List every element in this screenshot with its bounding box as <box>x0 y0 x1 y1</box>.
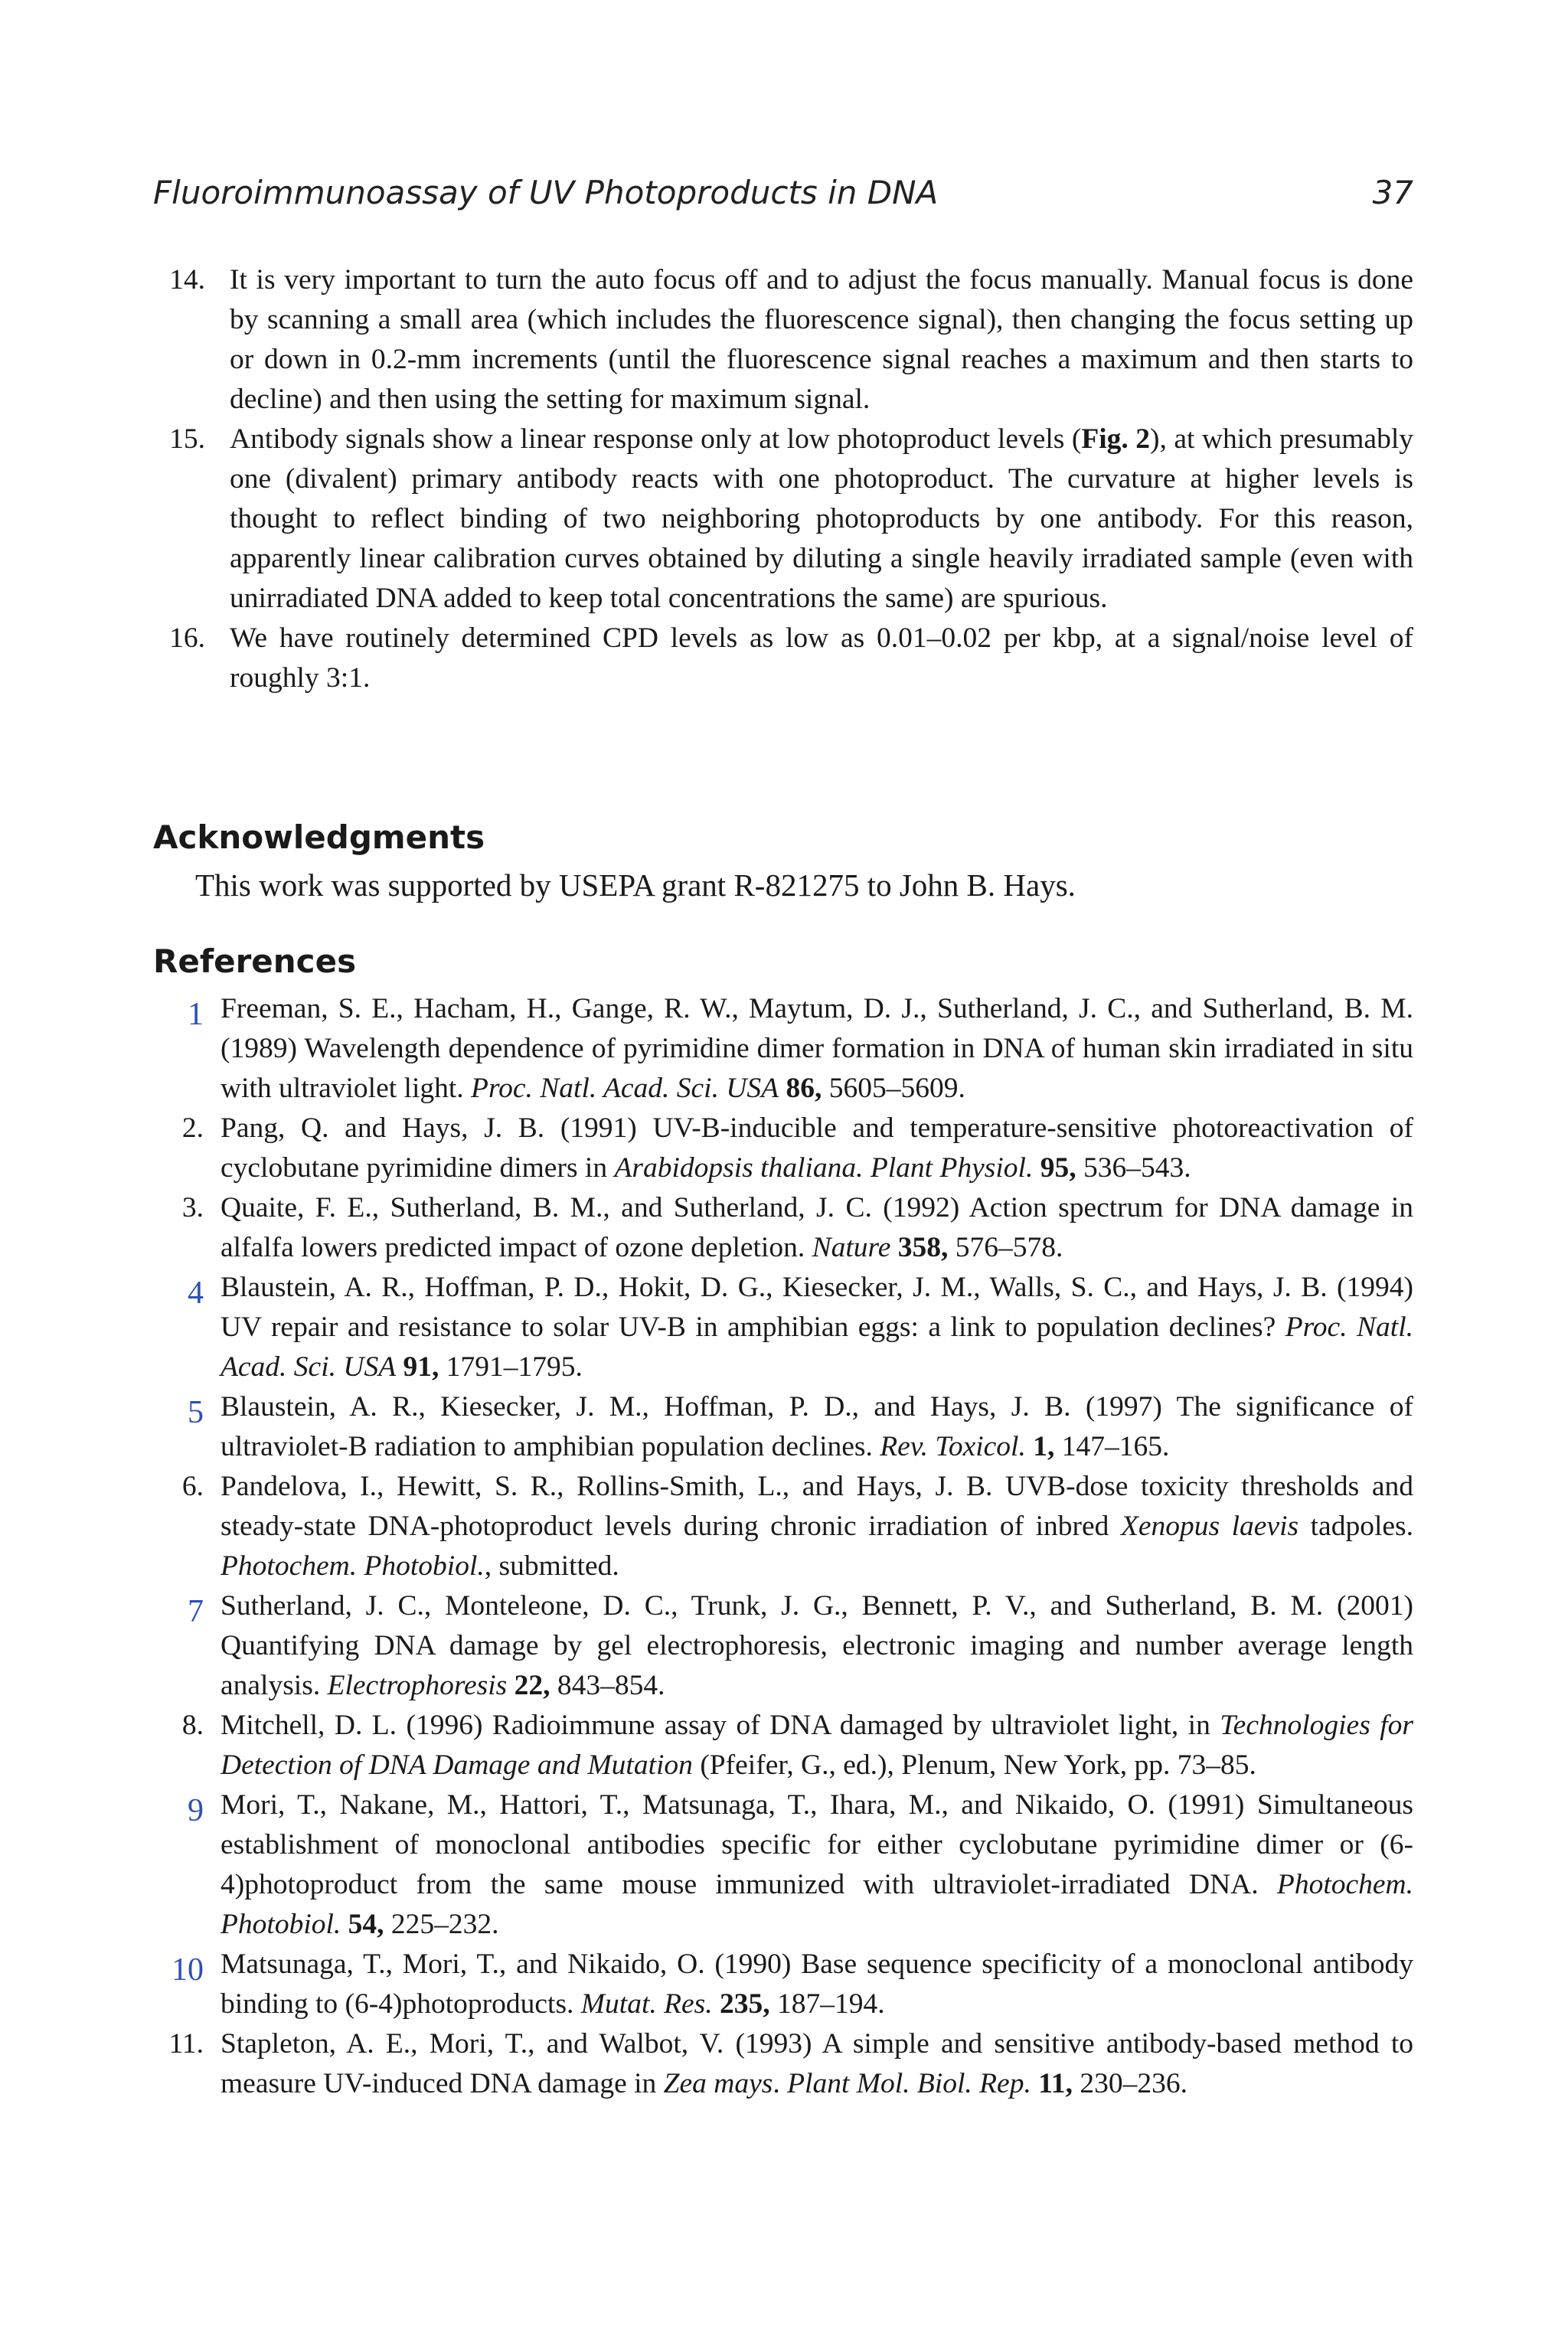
reference-text <box>220 1268 1413 1387</box>
reference-item <box>153 989 1413 1109</box>
reference-volume: 86, <box>786 1073 822 1104</box>
references-heading: References <box>153 942 357 980</box>
reference-segment <box>1033 1152 1040 1184</box>
reference-segment <box>713 1988 720 2020</box>
note-text-post: ), at which presumably one (divalent) primary antibody reacts with one photoproduct. The curvature at higher levels is thought to reflect binding of two neighboring photoproducts by one antibody. For this reason, apparently linear calibration curves obtained by diluting a single heavily irradiated sample (even with unirradiated DNA added to keep total concentrations the same) are spurious. <box>230 423 1413 614</box>
reference-italic: Proc. Natl. Acad. Sci. USA <box>220 1312 1413 1383</box>
reference-segment: Quaite, F. E., Sutherland, B. M., and Sutherland, J. C. (1992) Action spectrum for DNA damage in alfalfa lowers predicted impact of ozone depletion. <box>220 1192 1413 1263</box>
reference-item <box>153 1945 1413 2024</box>
reference-segment: Mori, T., Nakane, M., Hattori, T., Matsunaga, T., Ihara, M., and Nikaido, O. (1991) Simultaneous establishment of monoclonal antibodies specific for either cyclobutane pyrimidine dimer or (6-4)photoproduct from the same mouse immunized with ultraviolet-irradiated DNA. <box>220 1789 1413 1900</box>
reference-segment <box>341 1909 348 1940</box>
reference-segment: Freeman, S. E., Hacham, H., Gange, R. W., Maytum, D. J., Sutherland, J. C., and Sutherland, B. M. (1989) Wavelength dependence of pyrimidine dimer formation in DNA of human skin irradiated in situ with ultraviolet light. <box>220 993 1413 1104</box>
reference-volume: 95, <box>1040 1152 1076 1184</box>
note-number: 15. <box>169 423 205 455</box>
reference-item <box>153 1586 1413 1706</box>
reference-volume: 1, <box>1033 1431 1055 1462</box>
reference-italic: Electrophoresis <box>327 1670 508 1701</box>
note-item <box>153 420 1413 619</box>
reference-volume: 235, <box>720 1988 770 2020</box>
reference-segment: 1791–1795. <box>439 1351 583 1383</box>
note-item <box>153 619 1413 698</box>
reference-text <box>220 2024 1413 2104</box>
reference-segment: 187–194. <box>769 1988 885 2020</box>
note-item <box>153 260 1413 420</box>
reference-segment: Matsunaga, T., Mori, T., and Nikaido, O. (1990) Base sequence specificity of a monoclonal antibody binding to (6-4)photoproducts. <box>220 1949 1413 2020</box>
reference-segment <box>1031 2068 1038 2099</box>
reference-number: 11. <box>168 2028 204 2060</box>
reference-segment: 843–854. <box>550 1670 665 1701</box>
reference-number-link[interactable]: 9 <box>188 1793 204 1828</box>
reference-segment: Mitchell, D. L. (1996) Radioimmune assay of DNA damaged by ultraviolet light, in <box>220 1710 1220 1741</box>
reference-italic: Proc. Natl. Acad. Sci. USA <box>471 1073 779 1104</box>
references-list <box>153 989 1413 2104</box>
reference-number-link[interactable]: 1 <box>188 997 204 1032</box>
reference-italic: Photochem. Photobiol. <box>220 1550 485 1582</box>
reference-text <box>220 1586 1413 1706</box>
notes-list <box>153 260 1413 698</box>
reference-segment: Blaustein, A. R., Hoffman, P. D., Hokit, D. G., Kiesecker, J. M., Walls, S. C., and Hays, J. B. (1994) UV repair and resistance to solar UV-B in amphibian eggs: a link to population declines? <box>220 1272 1413 1343</box>
note-text-pre: Antibody signals show a linear response only at low photoproduct levels ( <box>230 423 1082 455</box>
reference-number: 8. <box>181 1710 204 1741</box>
reference-segment: Sutherland, J. C., Monteleone, D. C., Trunk, J. G., Bennett, P. V., and Sutherland, B. M. (2001) Quantifying DNA damage by gel electrophoresis, electronic imaging and number average length analysis. <box>220 1590 1413 1701</box>
reference-item <box>153 1387 1413 1467</box>
reference-italic: Nature <box>812 1232 891 1263</box>
reference-number-link[interactable]: 7 <box>188 1594 204 1629</box>
reference-text <box>220 1945 1413 2024</box>
page-number: 37 <box>1372 174 1413 211</box>
reference-segment: . <box>773 2068 788 2099</box>
reference-segment: 225–232. <box>384 1909 499 1940</box>
reference-segment: tadpoles. <box>1298 1511 1413 1542</box>
reference-segment <box>507 1670 514 1701</box>
acknowledgments-heading: Acknowledgments <box>153 818 485 856</box>
reference-text <box>220 1387 1413 1467</box>
reference-italic: Photochem. Photobiol. <box>220 1869 1413 1940</box>
running-head <box>153 170 1413 216</box>
reference-segment: , submitted. <box>484 1550 619 1582</box>
running-head-title: Fluoroimmunoassay of UV Photoproducts in DNA <box>153 174 939 211</box>
reference-item <box>153 1706 1413 1785</box>
reference-italic: Plant Mol. Biol. Rep. <box>787 2068 1031 2099</box>
note-text: It is very important to turn the auto focus off and to adjust the focus manually. Manual focus is done by scanning a small area (which includes the fluorescence signal), then changing the focus setting up or down in 0.2-mm increments (until the fluorescence signal reaches a maximum and then starts to decline) and then using the setting for maximum signal. <box>230 264 1413 415</box>
reference-italic: Xenopus laevis <box>1120 1511 1299 1542</box>
reference-segment <box>1026 1431 1033 1462</box>
reference-text <box>220 1706 1413 1785</box>
reference-volume: 91, <box>403 1351 439 1383</box>
reference-segment: 576–578. <box>948 1232 1063 1263</box>
reference-segment: Pandelova, I., Hewitt, S. R., Rollins-Smith, L., and Hays, J. B. UVB-dose toxicity thresholds and steady-state DNA-photoproduct levels during chronic irradiation of inbred <box>220 1471 1413 1542</box>
reference-volume: 358, <box>897 1232 949 1263</box>
reference-segment: Blaustein, A. R., Kiesecker, J. M., Hoffman, P. D., and Hays, J. B. (1997) The significance of ultraviolet-B radiation to amphibian population declines. <box>220 1391 1413 1462</box>
reference-volume: 11, <box>1038 2068 1073 2099</box>
note-number: 14. <box>169 264 205 296</box>
reference-number-link[interactable]: 10 <box>172 1952 204 1988</box>
reference-segment: 230–236. <box>1073 2068 1188 2099</box>
reference-item <box>153 1188 1413 1268</box>
reference-segment: Pang, Q. and Hays, J. B. (1991) UV-B-inducible and temperature-sensitive photoreactivation of cyclobutane pyrimidine dimers in <box>220 1112 1413 1184</box>
figure-reference: Fig. 2 <box>1081 423 1151 455</box>
reference-segment <box>890 1232 897 1263</box>
reference-number: 2. <box>181 1112 204 1144</box>
reference-volume: 54, <box>348 1909 384 1940</box>
reference-item <box>153 1467 1413 1586</box>
reference-text <box>220 1467 1413 1586</box>
note-text: We have routinely determined CPD levels as low as 0.01–0.02 per kbp, at a signal/noise level of roughly 3:1. <box>230 622 1413 694</box>
reference-volume: 22, <box>514 1670 550 1701</box>
reference-number: 3. <box>181 1192 204 1223</box>
reference-italic: Zea mays <box>663 2068 773 2099</box>
reference-italic: Arabidopsis thaliana. Plant Physiol. <box>614 1152 1034 1184</box>
reference-number: 6. <box>181 1471 204 1502</box>
acknowledgments-text: This work was supported by USEPA grant R-821275 to John B. Hays. <box>195 867 1076 903</box>
reference-text <box>220 1785 1413 1945</box>
reference-item <box>153 1785 1413 1945</box>
reference-segment: (Pfeifer, G., ed.), Plenum, New York, pp. 73–85. <box>692 1749 1256 1781</box>
reference-segment: 147–165. <box>1054 1431 1170 1462</box>
note-number: 16. <box>169 622 205 654</box>
reference-text <box>220 1109 1413 1188</box>
reference-segment: Stapleton, A. E., Mori, T., and Walbot, V. (1993) A simple and sensitive antibody-based method to measure UV-induced DNA damage in <box>220 2028 1413 2099</box>
reference-number-link[interactable]: 5 <box>188 1395 204 1430</box>
reference-item <box>153 1268 1413 1387</box>
reference-segment: 5605–5609. <box>822 1073 965 1104</box>
reference-text <box>220 1188 1413 1268</box>
reference-item <box>153 2024 1413 2104</box>
reference-number-link[interactable]: 4 <box>188 1276 204 1311</box>
reference-segment: 536–543. <box>1076 1152 1191 1184</box>
reference-italic: Rev. Toxicol. <box>880 1431 1026 1462</box>
reference-italic: Technologies for Detection of DNA Damage and Mutation <box>220 1710 1413 1781</box>
reference-italic: Mutat. Res. <box>580 1988 713 2020</box>
reference-text <box>220 989 1413 1109</box>
reference-item <box>153 1109 1413 1188</box>
